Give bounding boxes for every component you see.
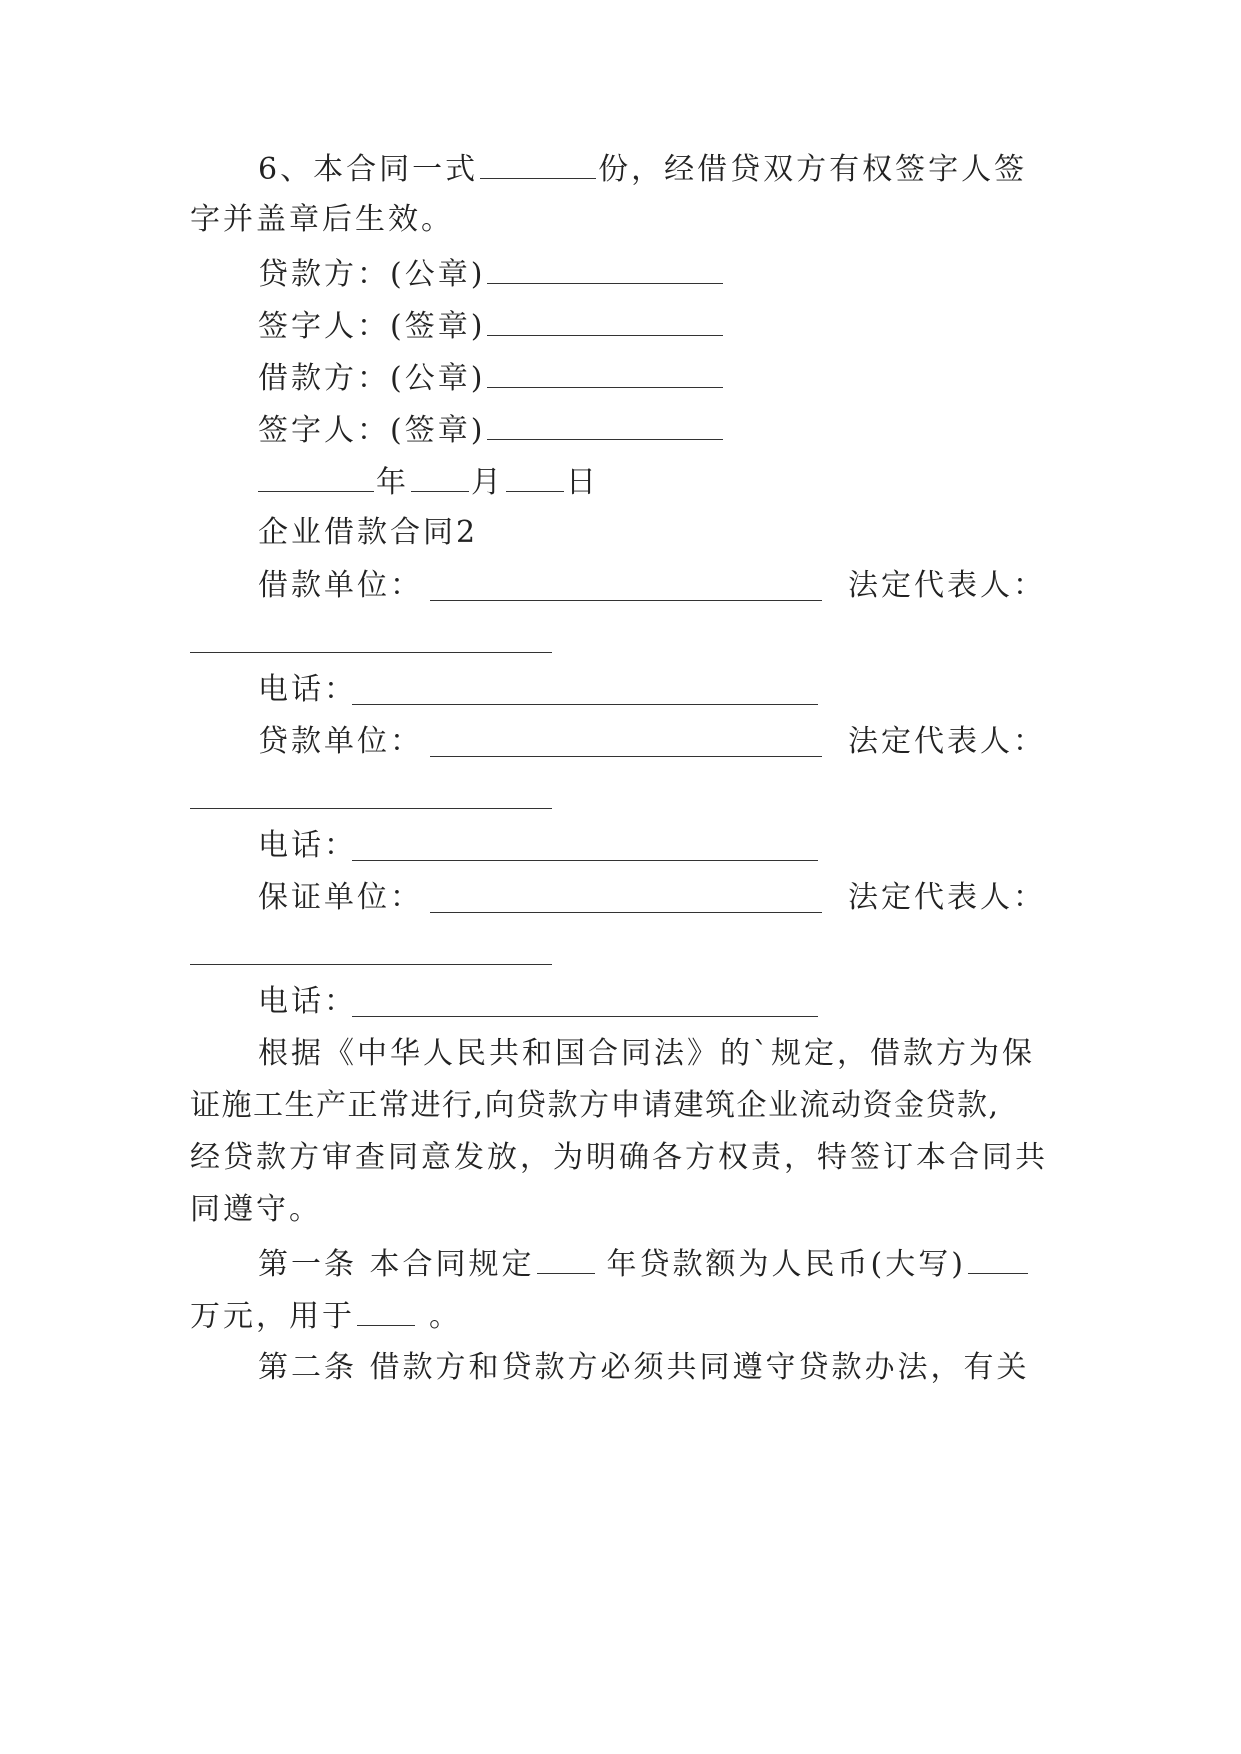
clause-6-line-2: 字并盖章后生效。: [190, 202, 454, 237]
contract-2-title: 企业借款合同2: [258, 515, 479, 550]
article-1-line-2: [190, 1295, 462, 1337]
day-blank: [506, 461, 564, 492]
lender-signatory-line: [258, 305, 725, 347]
borrower-seal-line: [258, 357, 725, 399]
clause-6-text-a: 6、本合同一式: [258, 152, 479, 187]
day-label: 日: [566, 465, 599, 500]
lender-unit-blank: [430, 756, 822, 757]
clause-6-text-b: 份，经借贷双方有权签字人签: [598, 152, 1028, 187]
lender-phone-label: 电话：: [258, 828, 357, 863]
article-1-text-b: 年贷款额为人民币(大写): [606, 1247, 966, 1282]
guarantor-unit-label: 保证单位：: [258, 880, 423, 915]
borrower-phone-blank: [352, 704, 818, 705]
preamble-line-3: 经贷款方审查同意发放，为明确各方权责，特签订本合同共: [190, 1140, 1048, 1175]
lender-rep-blank: [190, 808, 552, 809]
guarantor-phone-label: 电话：: [258, 984, 357, 1019]
guarantor-phone-blank: [352, 1016, 818, 1017]
preamble-line-1: 根据《中华人民共和国合同法》的`规定，借款方为保: [258, 1036, 1035, 1071]
lender-seal-line: [258, 253, 725, 295]
clause-6-line-1: [258, 148, 1027, 190]
lender-rep-label: 法定代表人：: [848, 724, 1046, 759]
borrower-signatory-line: [258, 409, 725, 451]
date-line: [258, 461, 599, 503]
borrower-signatory-label: 签字人：(签章): [258, 413, 486, 448]
article-1-text-a: 第一条 本合同规定: [258, 1247, 535, 1282]
lender-signatory-blank: [487, 305, 723, 336]
guarantor-unit-line: [258, 878, 423, 918]
borrower-phone-label: 电话：: [258, 672, 357, 707]
month-label: 月: [471, 465, 504, 500]
borrower-rep-label: 法定代表人：: [848, 568, 1046, 603]
month-blank: [411, 461, 469, 492]
borrower-seal-label: 借款方：(公章): [258, 361, 486, 396]
article-1-amount-blank: [968, 1243, 1028, 1274]
borrower-unit-label: 借款单位：: [258, 568, 423, 603]
lender-unit-line: [258, 722, 423, 762]
lender-phone-blank: [352, 860, 818, 861]
lender-seal-blank: [487, 253, 723, 284]
guarantor-unit-blank: [430, 912, 822, 913]
preamble-line-2: 证施工生产正常进行,向贷款方申请建筑企业流动资金贷款,: [190, 1088, 1000, 1123]
article-1-line-1: [258, 1243, 1030, 1285]
lender-seal-label: 贷款方：(公章): [258, 257, 486, 292]
article-1-purpose-blank: [357, 1295, 415, 1326]
copies-blank: [480, 148, 596, 179]
guarantor-rep-label: 法定代表人：: [848, 880, 1046, 915]
preamble-line-4: 同遵守。: [190, 1192, 322, 1227]
lender-unit-label: 贷款单位：: [258, 724, 423, 759]
lender-signatory-label: 签字人：(签章): [258, 309, 486, 344]
year-label: 年: [376, 465, 409, 500]
article-1-year-blank: [537, 1243, 595, 1274]
article-2-line-1: 第二条 借款方和贷款方必须共同遵守贷款办法，有关: [258, 1350, 1030, 1385]
borrower-rep-blank: [190, 652, 552, 653]
year-blank: [258, 461, 374, 492]
borrower-unit-line: [258, 566, 423, 606]
borrower-seal-blank: [487, 357, 723, 388]
borrower-signatory-blank: [487, 409, 723, 440]
article-1-text-d: 。: [429, 1299, 462, 1334]
borrower-unit-blank: [430, 600, 822, 601]
article-1-text-c: 万元，用于: [190, 1299, 355, 1334]
guarantor-rep-blank: [190, 964, 552, 965]
